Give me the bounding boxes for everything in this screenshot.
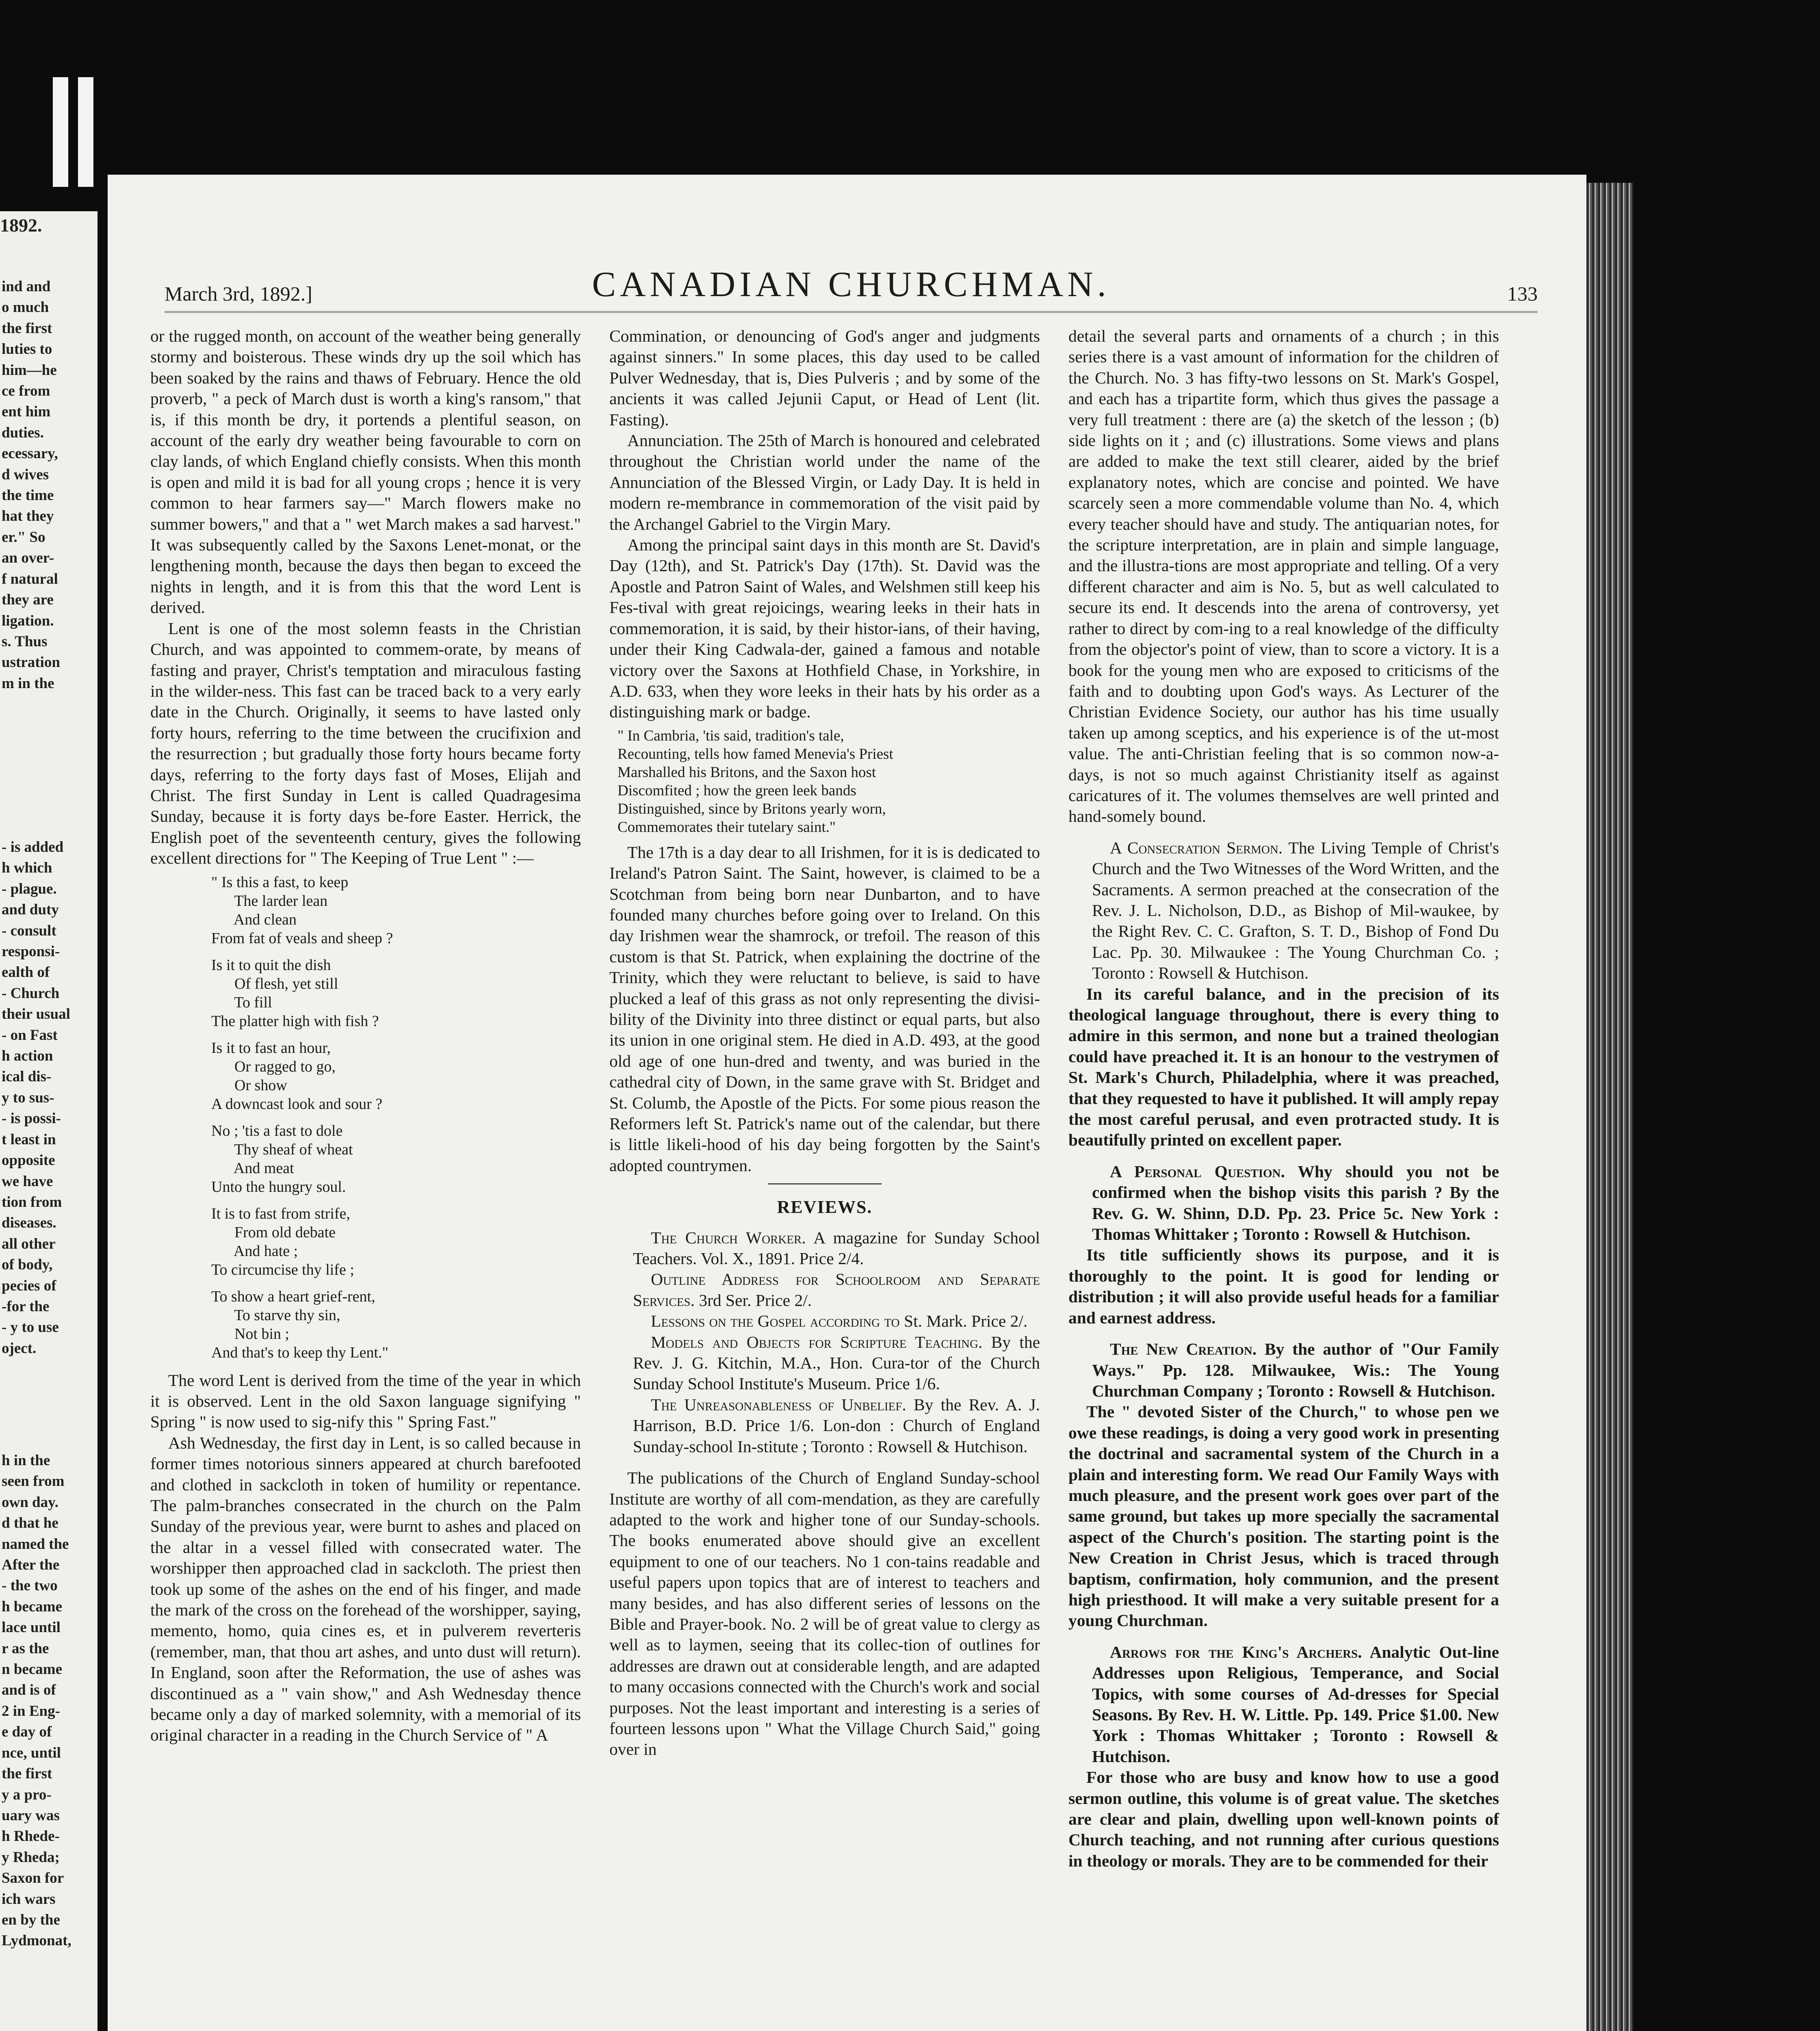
poem-line: To fill: [211, 994, 272, 1011]
review-entry: [1068, 838, 1499, 984]
left-page-line: own day.: [2, 1494, 58, 1511]
review-details: St. Mark. Price 2/.: [899, 1312, 1028, 1331]
review-entry: [609, 1311, 1040, 1332]
left-page-line: duties.: [2, 424, 44, 441]
film-sprocket-mark: [53, 77, 68, 187]
left-page-line: and duty: [2, 901, 59, 918]
poem-line: From fat of veals and sheep ?: [211, 929, 393, 947]
review-body: Its title sufficiently shows its purpose, and it is thoroughly to the point. It is good for lending or distribution ; it will also provide useful heads for a familiar and earnest address.: [1068, 1245, 1499, 1327]
paragraph: Among the principal saint days in this month are St. David's Day (12th), and St. Patrick's Day (17th). St. David was the Apostle and Patron Saint of Wales, and Welshmen still keep his Fes-tival with great rejoicings, wearing leeks in their hats in commemoration, it is said, by their histor-ians, of their having, under their King Cadwala-der, gained a famous and notable victory over the Saxons at Hothfield Chase, in Yorkshire, in A.D. 633, when they wore leeks in their hats by his order as a distinguishing mark or badge.: [609, 535, 1040, 721]
left-page-line: ce from: [2, 383, 50, 400]
poem-line: To circumcise thy life ;: [211, 1261, 354, 1278]
left-page-line: the first: [2, 1765, 52, 1782]
poem-line: " In Cambria, 'tis said, tradition's tale,: [618, 727, 844, 744]
review-title: Models and Objects for Scripture Teaching.: [651, 1332, 983, 1351]
poem-line: And hate ;: [211, 1242, 298, 1260]
review-details: By the author of "Our Family Ways." Pp. 128. Milwaukee, Wis.: The Young Churchman Company ; Toronto : Rowsell & Hutchison.: [1092, 1340, 1499, 1400]
left-page-line: diseases.: [2, 1215, 56, 1232]
left-page-line: -for the: [2, 1298, 50, 1315]
poem-line: Distinguished, since by Britons yearly worn,: [618, 800, 886, 817]
newspaper-page: [108, 175, 1586, 2031]
left-page-line: seen from: [2, 1473, 65, 1490]
review-entry: [1068, 1161, 1499, 1245]
paragraph: detail the several parts and ornaments of a church ; in this series there is a vast amount of information for the children of the Church. No. 3 has fifty-two lessons on St. Mark's Gospel, and each has a tripartite form, which thus gives the passage a very full treatment : there are (a) the sketch of the lesson ; (b) side lights on it ; and (c) illustrations. Some views and plans are added to make the text still clearer, aided by the brief explanatory notes, which are concise and pointed. We have scarcely seen a more commendable volume than No. 4, which every teacher should have and study. The antiquarian notes, for the scripture interpretation, are in plain and simple language, and the illustra-tions are most appropriate and telling. Of a very different character and aim is No. 5, but as well calculated to secure its end. It descends into the arena of controversy, yet rather to direct by com-ing to a real knowledge of the difficulty from the objector's point of view, than to score a victory. It is a book for the young men who are exposed to criticisms of the faith and to doubting upon God's ways. As Lecturer of the Christian Evidence Society, our author has his time usually taken up among sceptics, and his experience is of the ut-most value. The anti-Christian feeling that is so common now-a-days, is not so much against Christianity itself as against caricatures of it. The volumes themselves are well printed and hand-somely bound.: [1068, 327, 1499, 826]
review-entry: [609, 1394, 1040, 1457]
left-page-line: n became: [2, 1661, 62, 1678]
left-page-line: ealth of: [2, 964, 50, 981]
left-page-line: - the two: [2, 1577, 58, 1594]
poem-line: A downcast look and sour ?: [211, 1095, 383, 1113]
left-page-line: 2 in Eng-: [2, 1702, 60, 1719]
left-page-line: d wives: [2, 466, 49, 483]
left-page-line: h in the: [2, 1452, 50, 1469]
left-page-line: lace until: [2, 1619, 61, 1636]
left-page-line: After the: [2, 1557, 60, 1574]
left-page-line: ind and: [2, 278, 51, 295]
left-page-line: - on Fast: [2, 1026, 58, 1044]
book-page-edges: [1586, 183, 1633, 2031]
left-page-line: y to sus-: [2, 1089, 54, 1106]
review-details: By the Rev. A. J. Harrison, B.D. Price 1/6. Lon-don : Church of England Sunday-school In-stitute ; Toronto : Rowsell & Hutchison.: [633, 1395, 1040, 1456]
poem-line: Discomfited ; how the green leek bands: [618, 782, 856, 799]
review-title: A Personal Question.: [1110, 1162, 1285, 1181]
poem-line: The larder lean: [211, 892, 328, 909]
poem-line: Thy sheaf of wheat: [211, 1141, 353, 1158]
header-rule: [165, 311, 1538, 313]
paragraph: Annunciation. The 25th of March is honoured and celebrated throughout the Christian world under the name of the Annunciation of the Blessed Virgin, or Lady Day. It is held in modern re-membrance in commemoration of the visit paid by the Archangel Gabriel to the Virgin Mary.: [609, 431, 1040, 533]
poem-line: And that's to keep thy Lent.": [211, 1344, 389, 1361]
paragraph: Lent is one of the most solemn feasts in the Christian Church, and was appointed to commem-orate, by means of fasting and prayer, Christ's temptation and miraculous fasting in the wilder-ness. This fast can be traced back to a very early date in the Church. Originally, it seems to have lasted only forty hours, referring to the time between the crucifixion and the resurrection ; but gradually those forty hours became forty days, referring to the forty days fast of Moses, Elijah and Christ. The first Sunday in Lent is called Quadragesima Sunday, because it is forty days be-fore Easter. Herrick, the English poet of the seventeenth century, gives the following excellent directions for " The Keeping of True Lent " :—: [150, 619, 581, 868]
left-page-line: luties to: [2, 341, 52, 358]
left-page-line: t least in: [2, 1131, 56, 1148]
review-entry: [1068, 1642, 1499, 1767]
paragraph: The publications of the Church of England Sunday-school Institute are worthy of all com-mendation, as they are carefully adapted to the work and higher tone of our Sunday-schools. The books enumerated above should give an excellent equipment to one of our teachers. No 1 con-tains readable and useful papers upon topics that are of interest to teachers and many besides, and has also different series of lessons on the Bible and Prayer-book. No. 2 will be of great value to clergy as well as to laymen, seeing that its collec-tion of outlines for addresses are drawn out at considerable length, and are adapted to many occasions connected with the Church's work and social purposes. Not the least important and interesting is a series of fourteen lessons upon " What the Village Church Said," going over in: [609, 1468, 1040, 1759]
header-date: March 3rd, 1892.]: [165, 282, 312, 305]
left-page-line: e day of: [2, 1724, 52, 1741]
left-page-line: h became: [2, 1598, 62, 1615]
left-page-text-c: [2, 1450, 96, 1951]
page-number: 133: [1507, 282, 1538, 305]
poem-line: To starve thy sin,: [211, 1306, 340, 1324]
poem-line: And clean: [211, 911, 297, 928]
left-page-line: ich wars: [2, 1890, 56, 1908]
poem-line: Marshalled his Britons, and the Saxon host: [618, 764, 876, 781]
review-details: Analytic Out-line Addresses upon Religious, Temperance, and Social Topics, with some courses of Ad-dresses for Special Seasons. By Rev. H. W. Little. Pp. 149. Price $1.00. New York : Thomas Whittaker ; Toronto : Rowsell & Hutchison.: [1092, 1642, 1499, 1766]
left-page-line: ent him: [2, 403, 51, 420]
left-page-line: o much: [2, 299, 49, 316]
review-entry: [609, 1332, 1040, 1394]
column-3: [1068, 326, 1499, 1871]
reviews-heading: REVIEWS.: [777, 1197, 873, 1217]
poem-line: To show a heart grief-rent,: [211, 1288, 375, 1305]
section-divider: [768, 1183, 882, 1184]
review-title: Outline Address for Schoolroom and Separate Services.: [633, 1270, 1040, 1310]
left-page-line: the time: [2, 487, 54, 504]
review-body: In its careful balance, and in the precision of its theological language throughout, there is every thing to admire in this sermon, and none but a trained theologian could have preached it. It is an honour to the vestrymen of St. Mark's Church, Philadelphia, where it was preached, that they requested to have it published. It will amply repay the most careful perusal, and even protracted study. It is beautifully printed on excellent paper.: [1068, 984, 1499, 1150]
review-body: The " devoted Sister of the Church," to whose pen we owe these readings, is doing a very good work in presenting the doctrinal and sacramental system of the Church in a plain and interesting form. We read Our Family Ways with much pleasure, and the present work goes over part of the same ground, but takes up more specially the sacramental aspect of the Church's position. The starting point is the New Creation in Christ Jesus, which is traced through baptism, confirmation, holy communion, and the present high priesthood. It will make a very suitable present for a young Churchman.: [1068, 1402, 1499, 1630]
poem-line: " Is this a fast, to keep: [211, 873, 349, 891]
left-page-fragment: [0, 211, 98, 2031]
left-page-line: ical dis-: [2, 1068, 52, 1085]
left-page-line: - consult: [2, 922, 56, 939]
left-page-line: f natural: [2, 570, 58, 587]
poem-cambria: [618, 727, 1040, 836]
paragraph: The word Lent is derived from the time of the year in which it is observed. Lent in the old Saxon language signifying " Spring " is now used to sig-nify this " Spring Fast.": [150, 1371, 581, 1431]
left-page-line: s. Thus: [2, 633, 48, 650]
left-page-line: h which: [2, 860, 52, 877]
review-title: The Unreasonableness of Unbelief.: [651, 1395, 906, 1414]
review-details: By the Rev. J. G. Kitchin, M.A., Hon. Cura-tor of the Church Sunday School Institute's Museum. Price 1/6.: [633, 1332, 1040, 1393]
review-details: Why should you not be confirmed when the bishop visits this parish ? By the Rev. G. W. Shinn, D.D. Pp. 23. Price 5c. New York : Thomas Whittaker ; Toronto : Rowsell & Hutchison.: [1092, 1162, 1499, 1244]
spacer: [1068, 1631, 1499, 1642]
left-page-line: - Church: [2, 985, 60, 1002]
left-page-year: 1892.: [0, 215, 42, 236]
poem-line: Is it to quit the dish: [211, 956, 331, 974]
left-page-line: him—he: [2, 362, 57, 379]
poem-stanza: [211, 873, 581, 948]
left-page-line: Lydmonat,: [2, 1932, 72, 1949]
poem-line: Is it to fast an hour,: [211, 1039, 331, 1057]
review-details: The Living Temple of Christ's Church and the Two Witnesses of the Word Written, and the Sacraments. A sermon preached at the consecration of the Rev. J. L. Nicholson, D.D., as Bishop of Mil-waukee, by the Right Rev. C. C. Grafton, S. T. D., Bishop of Fond Du Lac. Pp. 30. Milwaukee : The Young Churchman Co. ; Toronto : Rowsell & Hutchison.: [1092, 838, 1499, 983]
reviews-list: [609, 1228, 1040, 1457]
left-page-line: - plague.: [2, 880, 57, 897]
page-header: [165, 264, 1538, 309]
left-page-line: ecessary,: [2, 445, 58, 462]
left-page-line: - is added: [2, 839, 64, 855]
left-page-line: ustration: [2, 654, 60, 671]
review-title: The Church Worker.: [651, 1228, 806, 1247]
left-page-line: nce, until: [2, 1744, 61, 1761]
left-page-line: their usual: [2, 1006, 70, 1023]
left-page-line: - is possi-: [2, 1110, 61, 1127]
left-page-line: and is of: [2, 1682, 56, 1699]
review-entry: [609, 1269, 1040, 1311]
left-page-line: er." So: [2, 528, 46, 546]
poem-line: Commemorates their tutelary saint.": [618, 818, 836, 836]
review-entry: [1068, 1339, 1499, 1401]
spacer: [1068, 1328, 1499, 1339]
left-page-line: - y to use: [2, 1319, 59, 1336]
poem-line: No ; 'tis a fast to dole: [211, 1122, 343, 1139]
review-entry: [609, 1228, 1040, 1269]
left-page-line: responsi-: [2, 943, 60, 960]
left-page-line: we have: [2, 1173, 53, 1190]
spacer: [609, 1457, 1040, 1468]
left-page-line: ligation.: [2, 612, 54, 629]
spacer: [1068, 1151, 1499, 1161]
poem-keeping-of-lent: [211, 873, 581, 1362]
left-page-line: Saxon for: [2, 1870, 64, 1887]
left-page-line: the first: [2, 320, 52, 337]
left-page-line: they are: [2, 591, 54, 608]
paragraph: Commination, or denouncing of God's anger and judgments against sinners." In some places, this day used to be called Pulver Wednesday, that is, Dies Pulveris ; and by some of the ancients it was called Jejunii Caput, or Head of Lent (lit. Fasting).: [609, 327, 1040, 429]
left-page-line: named the: [2, 1535, 69, 1552]
film-sprocket-mark: [78, 77, 93, 187]
left-page-line: y Rheda;: [2, 1849, 60, 1866]
poem-line: Or show: [211, 1076, 287, 1094]
left-page-line: uary was: [2, 1807, 60, 1824]
review-title: Lessons on the Gospel according to: [651, 1312, 900, 1331]
left-page-line: r as the: [2, 1640, 49, 1657]
left-page-line: hat they: [2, 508, 54, 525]
poem-line: It is to fast from strife,: [211, 1205, 350, 1222]
poem-stanza: [211, 1287, 581, 1362]
poem-stanza: [211, 956, 581, 1031]
left-page-line: d that he: [2, 1515, 58, 1532]
poem-line: From old debate: [211, 1223, 336, 1241]
paragraph: or the rugged month, on account of the weather being generally stormy and boisterous. These winds dry up the soil which has been soaked by the rains and thaws of February. Hence the old proverb, " a peck of March dust is worth a king's ransom," that is, if this month be dry, it portends a plentiful season, on account of the early dry weather being favourable to corn on clay lands, of which England chiefly consists. When this month is open and mild it is bad for all young crops ; hence it is very common to hear farmers say—" March flowers make no summer bowers," and that a " wet March makes a sad harvest." It was subsequently called by the Saxons Lenet-monat, or the lengthening month, because the days then began to exceed the nights in length, and it is from this that the word Lent is derived.: [150, 327, 581, 617]
column-2: [609, 326, 1040, 1760]
paragraph: The 17th is a day dear to all Irishmen, for it is is dedicated to Ireland's Patron Saint. The Saint, however, is claimed to be a Scotchman from being born near Dunbarton, and to have founded many churches before going over to Ireland. On this day Irishmen wear the shamrock, or trefoil. The reason of this custom is that St. Patrick, when explaining the doctrine of the Trinity, which they were reluctant to believe, is said to have plucked a leaf of this grass as not only representing the divisi-bility of the Divinity into three distinct or equal parts, but also its union in one original stem. He died in A.D. 493, at the good old age of one hun-dred and twenty, and was buried in the cathedral city of Down, in the same grave with St. Bridget and St. Columb, the Apostle of the Picts. For some pious reason the Reformers left St. Patrick's name out of the calendar, but there is little likeli-hood of his day being forgotten by the Saint's adopted countrymen.: [609, 842, 1040, 1175]
left-page-line: oject.: [2, 1340, 37, 1357]
poem-line: Not bin ;: [211, 1325, 290, 1342]
left-page-line: y a pro-: [2, 1786, 52, 1803]
left-page-line: h Rhede-: [2, 1828, 60, 1845]
review-details: 3rd Ser. Price 2/.: [694, 1290, 812, 1310]
review-body: For those who are busy and know how to use a good sermon outline, this volume is of great value. The sketches are clear and plain, dwelling upon well-known points of Church teaching, and not running after curious questions in theology or morals. They are to be commended for their: [1068, 1768, 1499, 1870]
poem-stanza: [211, 1204, 581, 1279]
column-1: [150, 326, 581, 1746]
poem-line: And meat: [211, 1159, 294, 1177]
left-page-line: en by the: [2, 1911, 60, 1928]
left-page-line: all other: [2, 1235, 56, 1252]
spacer: [1068, 827, 1499, 838]
left-page-line: pecies of: [2, 1277, 56, 1294]
review-title: The New Creation.: [1110, 1340, 1257, 1359]
review-title: A Consecration Sermon.: [1110, 838, 1283, 857]
paragraph: Ash Wednesday, the first day in Lent, is so called because in former times notorious sinners appeared at church barefooted and clothed in sackcloth in token of humility or repentance. The palm-branches consecrated in the church on the Palm Sunday of the previous year, were burnt to ashes and placed on the altar in a vessel filled with consecrated water. The worshipper then approached clad in sackcloth. The priest then took up some of the ashes on the end of his finger, and made the mark of the cross on the forehead of the worshipper, saying, memento, homo, quia cines es, et in pulverem reverteris (remember, man, that thou art ashes, and unto dust will return). In England, soon after the Reformation, the use of ashes was discontinued as a " vain show," and Ash Wednesday thence became only a day of marked solemnity, with a memorial of its original character in a reading in the Church Service of " A: [150, 1433, 581, 1745]
left-page-text-b: [2, 837, 96, 1359]
poem-line: The platter high with fish ?: [211, 1012, 379, 1030]
poem-stanza: [211, 1122, 581, 1196]
poem-line: Or ragged to go,: [211, 1058, 336, 1075]
left-page-line: tion from: [2, 1193, 62, 1210]
left-page-line: of body,: [2, 1256, 53, 1273]
left-page-line: h action: [2, 1048, 53, 1065]
review-title: Arrows for the King's Archers.: [1110, 1642, 1362, 1661]
masthead-title: CANADIAN CHURCHMAN.: [592, 265, 1110, 304]
left-page-line: opposite: [2, 1152, 55, 1169]
poem-stanza: [211, 1039, 581, 1113]
left-page-line: m in the: [2, 675, 54, 692]
poem-line: Recounting, tells how famed Menevia's Priest: [618, 745, 893, 762]
poem-line: Of flesh, yet still: [211, 975, 338, 992]
left-page-line: an over-: [2, 550, 54, 567]
review-details: A magazine for Sunday School Teachers. Vol. X., 1891. Price 2/4.: [633, 1228, 1040, 1268]
left-page-text-a: [2, 276, 96, 694]
poem-line: Unto the hungry soul.: [211, 1178, 346, 1195]
